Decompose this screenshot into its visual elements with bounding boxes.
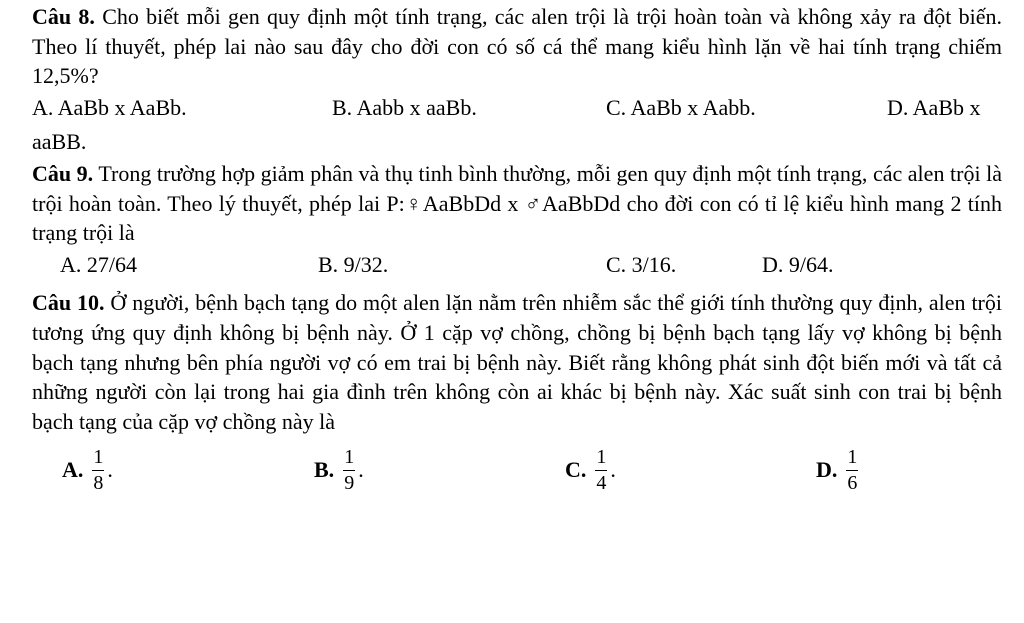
question-10-option-c bbox=[565, 447, 616, 494]
question-9 bbox=[32, 159, 1002, 248]
question-8-options bbox=[32, 93, 1002, 127]
question-10-option-a bbox=[62, 447, 113, 494]
fraction bbox=[342, 447, 356, 494]
numerator: 1 bbox=[93, 445, 104, 468]
question-10-text: Ở người, bệnh bạch tạng do một alen lặn nằm trên nhiễm sắc thể giới tính thường quy định, alen trội tương ứng quy định không bị bệnh này. Ở 1 cặp vợ chồng, chồng bị bệnh bạch tạng lấy vợ không bị bệnh bạch tạng nhưng bên phía người vợ có em trai bị bệnh này. Biết rằng không phát sinh đột biến mới và tất cả những người còn lại trong hai gia đình trên không còn ai khác bị bệnh này. Xác suất sinh con trai bị bệnh bạch tạng của cặp vợ chồng này là bbox=[32, 290, 1002, 434]
denominator: 8 bbox=[93, 471, 104, 494]
question-8-text: Cho biết mỗi gen quy định một tính trạng, các alen trội là trội hoàn toàn và không xảy ra đột biến. Theo lí thuyết, phép lai nào sau đây cho đời con có số cá thể mang kiểu hình lặn về hai tính trạng chiếm 12,5%? bbox=[32, 4, 1002, 89]
fraction bbox=[594, 447, 608, 494]
question-10 bbox=[32, 288, 1002, 436]
option-letter: C. bbox=[565, 457, 587, 483]
option-end: . bbox=[358, 457, 364, 483]
question-9-options bbox=[32, 250, 1002, 288]
document-page bbox=[32, 2, 1002, 499]
option-end: . bbox=[107, 457, 113, 483]
question-10-option-b bbox=[314, 447, 364, 494]
question-10-options bbox=[32, 439, 1002, 499]
question-8-option-a: A. AaBb x AaBb. bbox=[32, 95, 187, 121]
question-9-text: Trong trường hợp giảm phân và thụ tinh bình thường, mỗi gen quy định một tính trạng, các alen trội là trội hoàn toàn. Theo lý thuyết, phép lai P:♀AaBbDd x ♂AaBbDd cho đời con có tỉ lệ kiểu hình mang 2 tính trạng trội là bbox=[32, 161, 1002, 246]
question-9-option-d: D. 9/64. bbox=[762, 252, 834, 278]
question-8-option-b: B. Aabb x aaBb. bbox=[332, 95, 477, 121]
question-8-option-d: D. AaBb x bbox=[887, 95, 981, 121]
numerator: 1 bbox=[847, 445, 858, 468]
question-9-option-c: C. 3/16. bbox=[606, 252, 677, 278]
option-letter: B. bbox=[314, 457, 335, 483]
numerator: 1 bbox=[344, 445, 355, 468]
denominator: 4 bbox=[596, 471, 607, 494]
denominator: 9 bbox=[344, 471, 355, 494]
question-9-label: Câu 9. bbox=[32, 161, 94, 187]
option-letter: A. bbox=[62, 457, 84, 483]
option-end: . bbox=[610, 457, 616, 483]
fraction-bar bbox=[92, 470, 104, 471]
fraction-bar bbox=[343, 470, 355, 471]
question-8-option-c: C. AaBb x Aabb. bbox=[606, 95, 756, 121]
fraction-bar bbox=[846, 470, 858, 471]
question-10-option-d bbox=[816, 447, 861, 494]
fraction bbox=[845, 447, 859, 494]
denominator: 6 bbox=[847, 471, 858, 494]
option-letter: D. bbox=[816, 457, 838, 483]
question-8-label: Câu 8. bbox=[32, 4, 95, 29]
fraction-bar bbox=[595, 470, 607, 471]
question-8 bbox=[32, 2, 1002, 91]
question-9-option-b: B. 9/32. bbox=[318, 252, 389, 278]
numerator: 1 bbox=[596, 445, 607, 468]
question-9-option-a: A. 27/64 bbox=[60, 252, 137, 278]
question-10-label: Câu 10. bbox=[32, 290, 105, 316]
question-8-option-d-continued: aaBB. bbox=[32, 129, 87, 155]
fraction bbox=[91, 447, 105, 494]
